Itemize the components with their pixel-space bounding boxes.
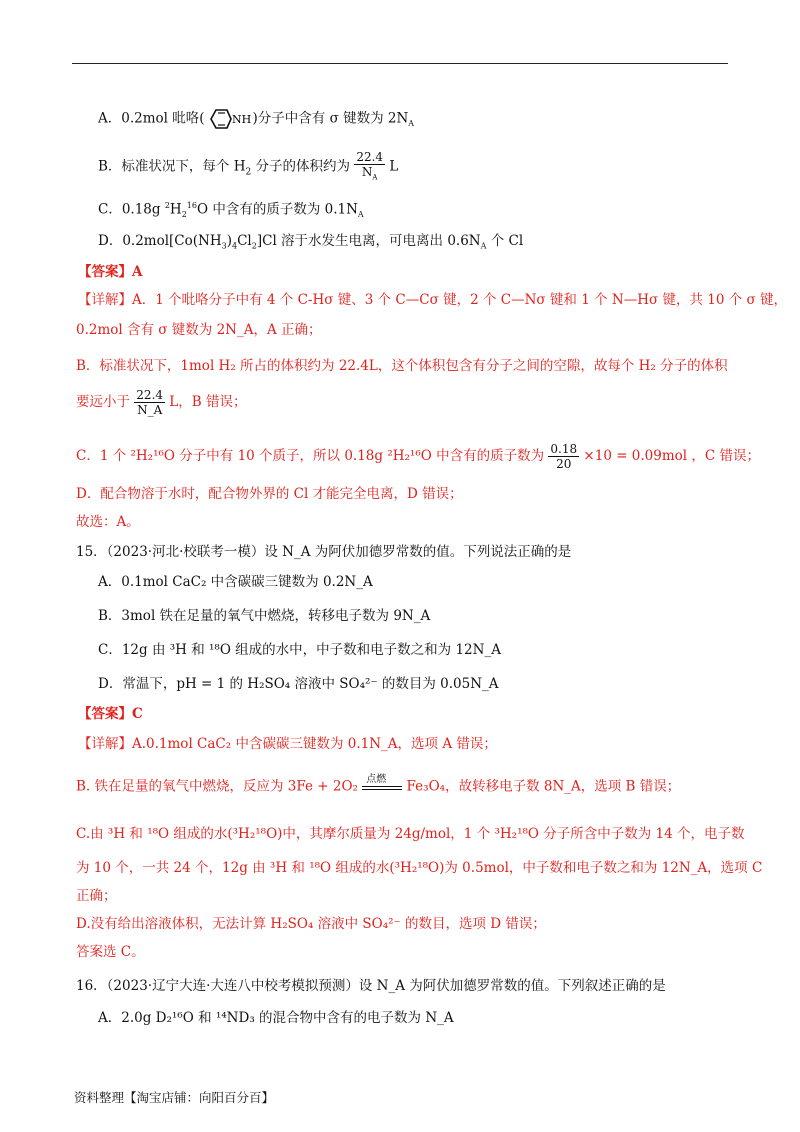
q14-detail-line-6: D．配合物溶于水时，配合物外界的 Cl 才能完全电离，D 错误；: [76, 486, 463, 502]
q14-option-b: B．标准状况下，每个 $H_2$ 分子的体积约为 $\frac{22.4}{N_A}$ L: [98, 150, 399, 182]
q16-stem: 16．（2023·辽宁大连·大连八中校考模拟预测）设 N_A 为阿伏加德罗常数的值。下列叙述正确的是: [76, 978, 666, 994]
q15-option-c: C．12g 由 ³H 和 ¹⁸O 组成的水中，中子数和电子数之和为 12N_A: [98, 642, 501, 658]
footer-source: 资料整理【淘宝店铺：向阳百分百】: [74, 1090, 275, 1105]
q15-detail-c-line-1: C.由 ³H 和 ¹⁸O 组成的水(³H₂¹⁸O)中，其摩尔质量为 24g/mol，1 个 ³H₂¹⁸O 分子所含中子数为 14 个，电子数: [76, 826, 745, 842]
q15-option-d: D．常温下，pH = 1 的 H₂SO₄ 溶液中 SO₄²⁻ 的数目为 0.05N_A: [98, 676, 499, 692]
q15-answer: 【答案】C: [78, 706, 143, 722]
q15-detail-c-line-3: 正确；: [76, 888, 117, 904]
header-rule: [72, 63, 728, 64]
q15-conclusion: 答案选 C。: [76, 944, 145, 960]
q15-detail-c-line-2: 为 10 个，一共 24 个，12g 由 ³H 和 ¹⁸O 组成的水(³H₂¹⁸O)为 0.5mol，中子数和电子数之和为 12N_A，选项 C: [76, 860, 763, 876]
q15-option-a: A．0.1mol CaC₂ 中含碳碳三键数为 0.2N_A: [98, 574, 373, 590]
q14-detail-line-1: 【详解】A．1 个吡咯分子中有 4 个 C-Hσ 键、3 个 C—Cσ 键，2 个 C—Nσ 键和 1 个 N—Hσ 键，共 10 个 σ 键，: [78, 292, 788, 308]
q14-detail-conclusion: 故选：A。: [76, 514, 140, 530]
q14-detail-line-2: 0.2mol 含有 σ 键数为 2N_A，A 正确；: [76, 322, 322, 338]
q14-detail-line-4: 要远小于 $\frac{22.4}{N\_A}$ L，B 错误；: [76, 388, 247, 417]
q15-stem: 15．（2023·河北·校联考一模）设 N_A 为阿伏加德罗常数的值。下列说法正确的是: [76, 544, 572, 560]
q15-detail-d: D.没有给出溶液体积，无法计算 H₂SO₄ 溶液中 SO₄²⁻ 的数目，选项 D 错误；: [76, 916, 546, 932]
q14-option-d: D．$0.2mol[Co(NH_3)_4Cl_2]Cl$ 溶于水发生电离，可电离出 $0.6N_A$ 个 Cl: [98, 233, 524, 251]
q14-option-a: A．0.2mol 吡咯( NH )分子中含有 σ 键数为 $2N_A$: [98, 106, 414, 134]
q15-detail-b: B. 铁在足量的氧气中燃烧，反应为 3Fe + 2O₂ 点燃 Fe₃O₄，故转移电子数 8N_A，选项 B 错误；: [76, 774, 681, 795]
pyrrole-structure-icon: [207, 106, 251, 132]
q14-detail-line-3: B．标准状况下，1mol H₂ 所占的体积约为 22.4L，这个体积包含有分子之间的空隙，故每个 H₂ 分子的体积: [76, 358, 728, 374]
q15-detail-a: 【详解】A.0.1mol CaC₂ 中含碳碳三键数为 0.1N_A，选项 A 错误；: [78, 736, 497, 752]
q14-answer: 【答案】A: [78, 264, 143, 280]
svg-text:NH: NH: [231, 113, 251, 126]
q14-option-c: C．0.18g $^2H_2^{16}O$ 中含有的质子数为 $0.1N_A$: [98, 201, 364, 220]
q15-option-b: B．3mol 铁在足量的氧气中燃烧，转移电子数为 9N_A: [98, 608, 431, 624]
q16-option-a: A．2.0g D₂¹⁶O 和 ¹⁴ND₃ 的混合物中含有的电子数为 N_A: [98, 1010, 454, 1026]
q14-detail-line-5: C．1 个 ²H₂¹⁶O 分子中有 10 个质子，所以 0.18g ²H₂¹⁶O 中含有的质子数为 $\frac{0.18}{20}$ ×10 = 0.09mol ，C 错误；: [76, 442, 761, 471]
